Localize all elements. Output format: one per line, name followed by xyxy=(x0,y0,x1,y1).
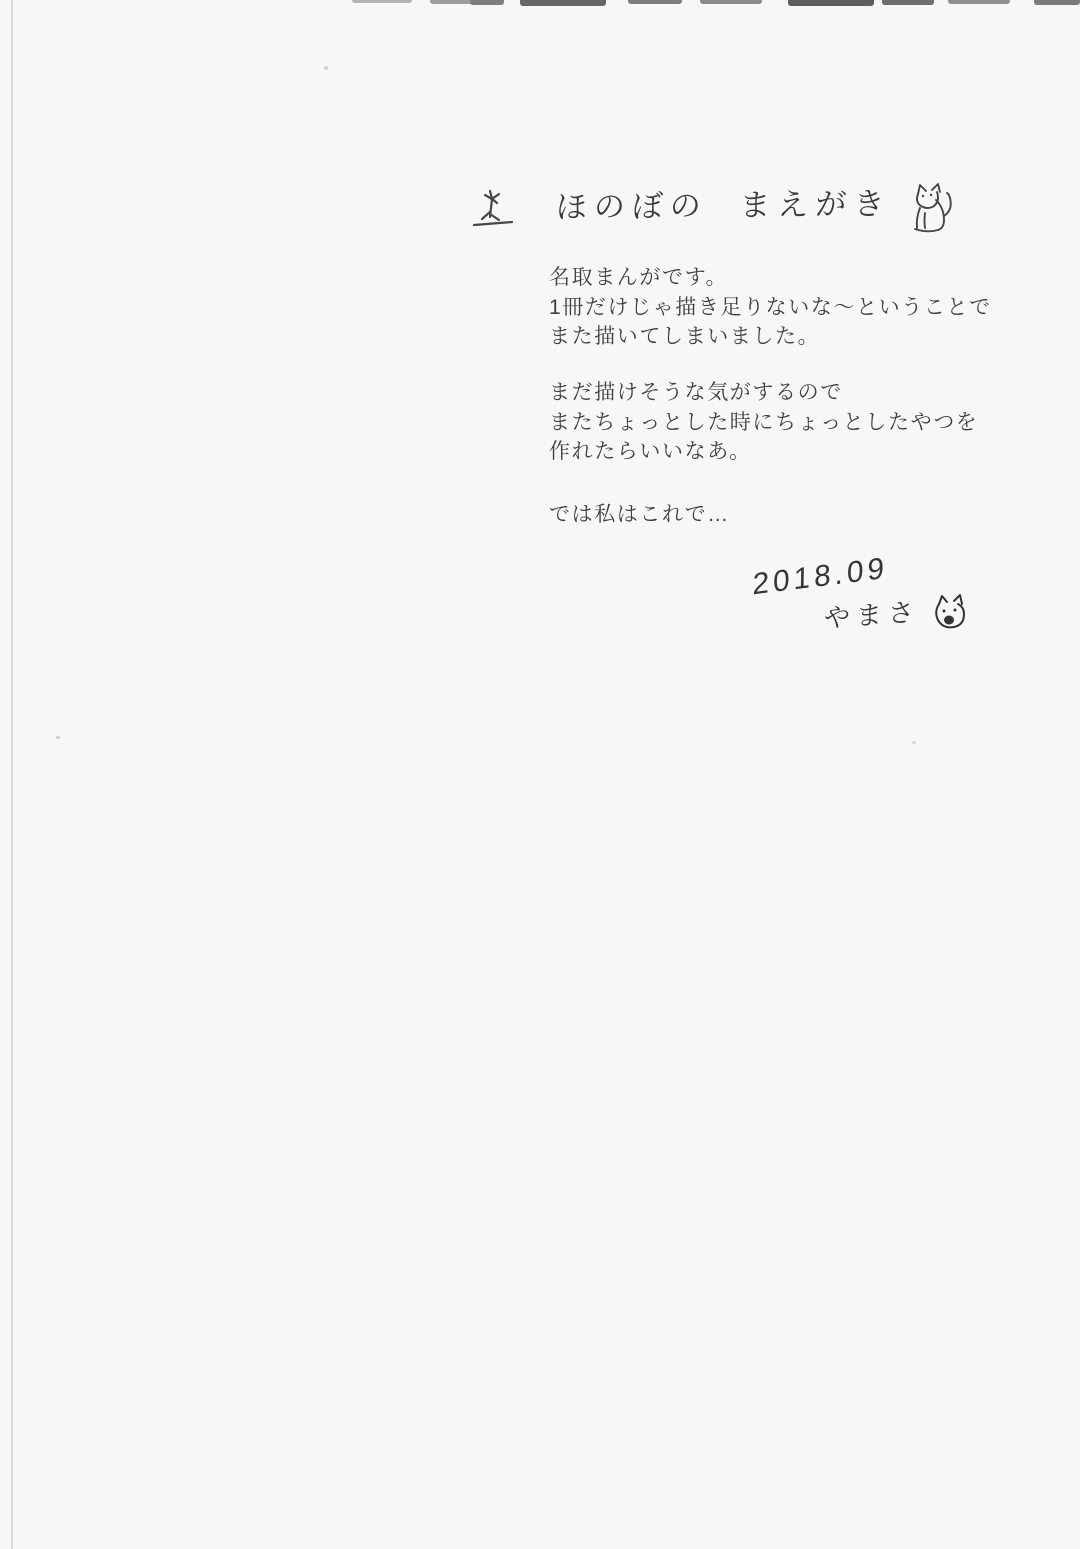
scan-smudge xyxy=(470,0,504,5)
scan-smudge xyxy=(352,0,412,3)
scan-speck xyxy=(912,741,916,744)
closing-line xyxy=(549,500,730,530)
flower-sprout-doodle-icon xyxy=(468,187,520,233)
foreword-title-row xyxy=(468,168,958,236)
scan-smudge xyxy=(1034,0,1080,5)
paragraph-1-line-1: 名取まんがです。 xyxy=(549,266,729,289)
handwritten-signature: やまさ xyxy=(823,596,921,633)
scan-speck xyxy=(56,736,60,739)
scan-smudge xyxy=(700,0,762,4)
scan-smudge xyxy=(882,0,934,5)
paragraph-2 xyxy=(549,378,978,467)
paragraph-1 xyxy=(549,263,992,352)
paragraph-1-line-3: また描いてしまいました。 xyxy=(549,325,821,348)
closing-line-text: では私はこれで… xyxy=(549,503,730,526)
paragraph-1-line-2: 1冊だけじゃ描き足りないな〜ということで xyxy=(549,295,992,319)
foreword-title: ほのぼの まえがき xyxy=(555,185,893,225)
cat-face-doodle-icon xyxy=(930,592,970,634)
paragraph-2-line-1: まだ描けそうな気がするので xyxy=(549,381,843,404)
paragraph-2-line-2: またちょっとした時にちょっとしたやつを xyxy=(549,410,979,434)
scan-speck xyxy=(324,66,328,70)
paragraph-2-line-3: 作れたらいいなあ。 xyxy=(549,440,752,463)
signature-row xyxy=(824,592,970,634)
scan-edge-line xyxy=(11,0,13,1549)
handwritten-date: 2018.09 xyxy=(752,551,889,602)
scan-smudge xyxy=(948,0,1010,4)
scan-smudge xyxy=(628,0,682,4)
scan-smudge xyxy=(520,0,606,6)
scan-smudge xyxy=(788,0,874,6)
sitting-cat-doodle-icon xyxy=(906,182,958,236)
